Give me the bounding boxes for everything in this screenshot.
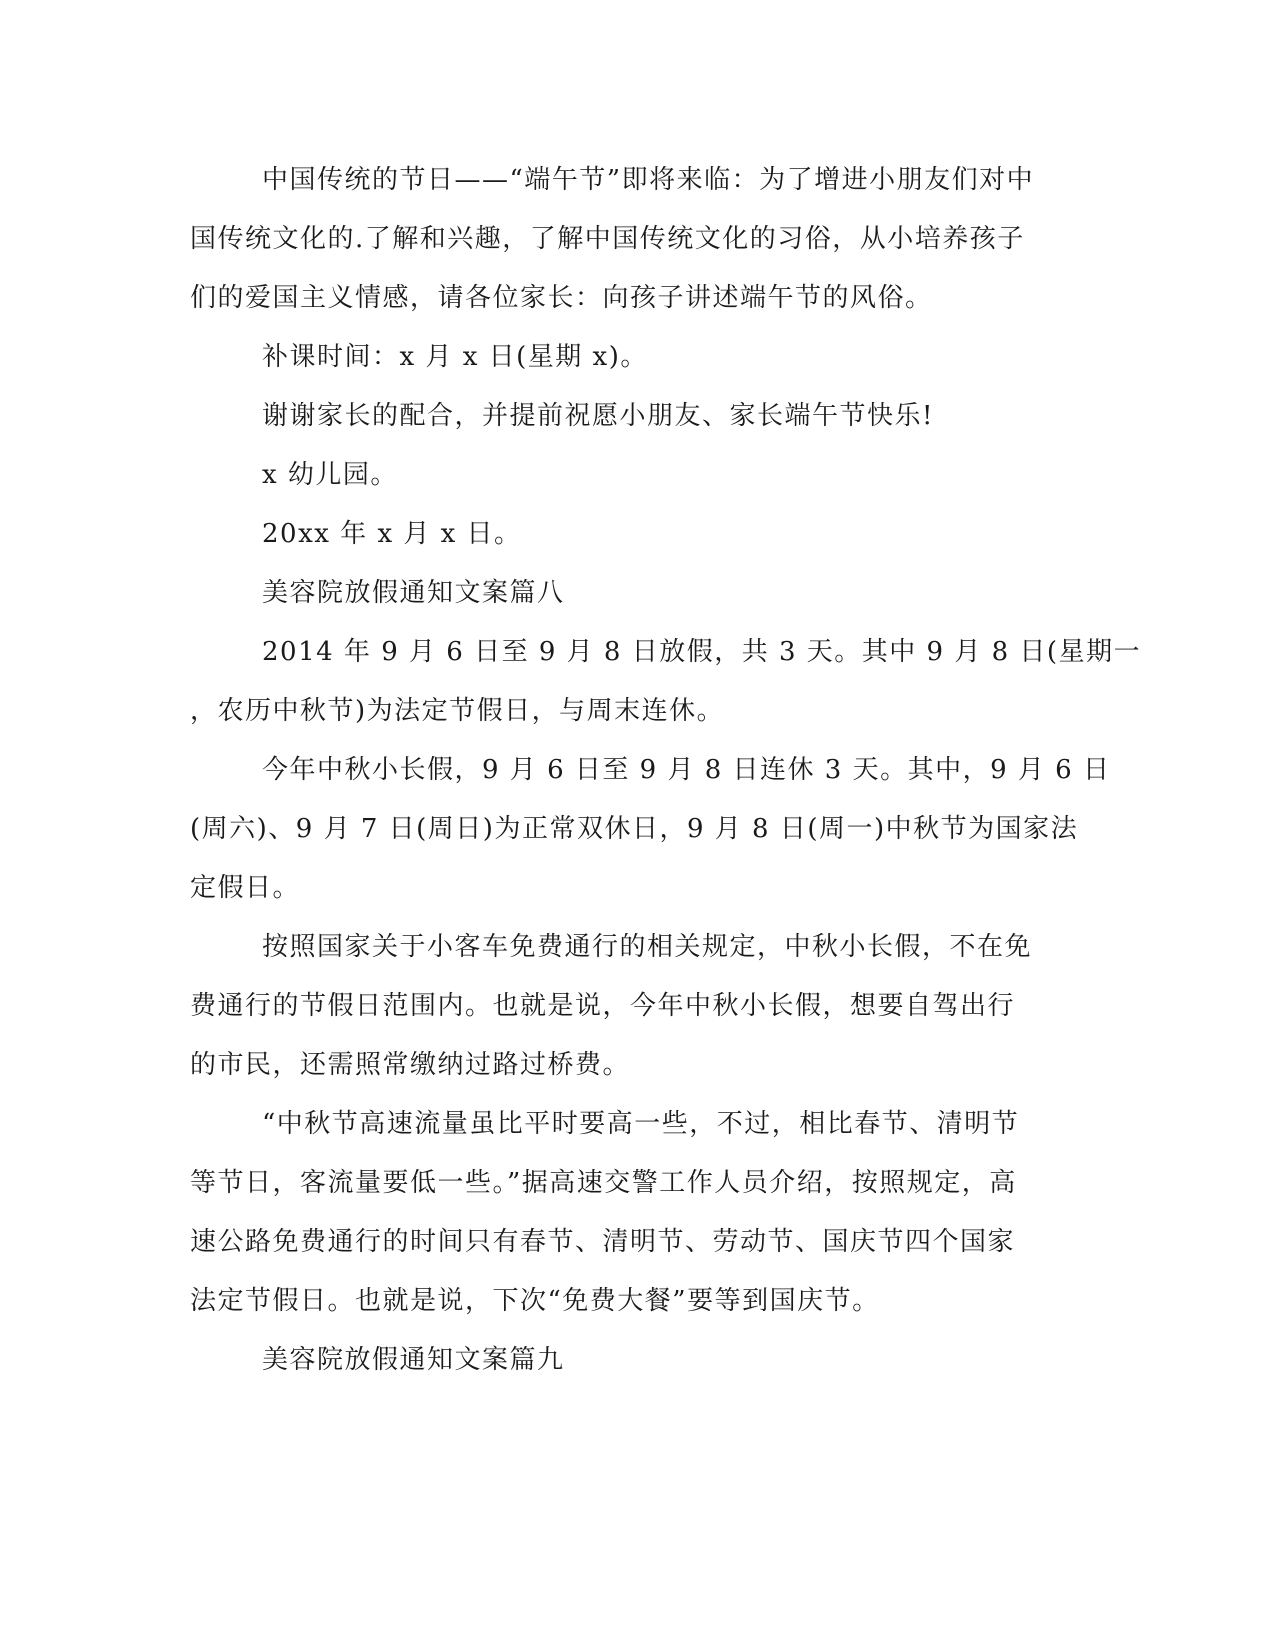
paragraph-line: 们的爱国主义情感，请各位家长：向孩子讲述端午节的风俗。 [190, 283, 933, 313]
paragraph-line: “中秋节高速流量虽比平时要高一些，不过，相比春节、清明节 [262, 1109, 1020, 1139]
paragraph-line: 按照国家关于小客车免费通行的相关规定，中秋小长假，不在免 [262, 932, 1033, 962]
paragraph-line: 法定节假日。也就是说，下次“免费大餐”要等到国庆节。 [190, 1286, 880, 1316]
paragraph-line: 2014 年 9 月 6 日至 9 月 8 日放假，共 3 天。其中 9 月 8 日(星期一 [262, 637, 1142, 667]
paragraph-line: 补课时间：x 月 x 日(星期 x)。 [262, 342, 648, 372]
section-heading: 美容院放假通知文案篇九 [262, 1345, 565, 1375]
section-heading: 美容院放假通知文案篇八 [262, 578, 565, 608]
paragraph-line: 谢谢家长的配合，并提前祝愿小朋友、家长端午节快乐! [262, 401, 934, 431]
paragraph-line: 等节日，客流量要低一些。”据高速交警工作人员介绍，按照规定，高 [190, 1168, 1017, 1198]
paragraph-line: 速公路免费通行的时间只有春节、清明节、劳动节、国庆节四个国家 [190, 1227, 1016, 1257]
paragraph-line: 定假日。 [190, 873, 301, 903]
paragraph-line: 20xx 年 x 月 x 日。 [262, 519, 522, 549]
paragraph-line: 今年中秋小长假，9 月 6 日至 9 月 8 日连休 3 天。其中，9 月 6 日 [262, 755, 1111, 785]
paragraph-line: (周六)、9 月 7 日(周日)为正常双休日，9 月 8 日(周一)中秋节为国家法 [190, 814, 1079, 844]
paragraph-line: x 幼儿园。 [262, 460, 398, 490]
paragraph-line: 费通行的节假日范围内。也就是说，今年中秋小长假，想要自驾出行 [190, 991, 1016, 1021]
paragraph-line: 中国传统的节日——“端午节”即将来临：为了增进小朋友们对中 [262, 165, 1035, 195]
paragraph-line: 国传统文化的.了解和兴趣，了解中国传统文化的习俗，从小培养孩子 [190, 224, 1025, 254]
paragraph-line: 的市民，还需照常缴纳过路过桥费。 [190, 1050, 631, 1080]
paragraph-line: ，农历中秋节)为法定节假日，与周末连休。 [190, 696, 725, 726]
